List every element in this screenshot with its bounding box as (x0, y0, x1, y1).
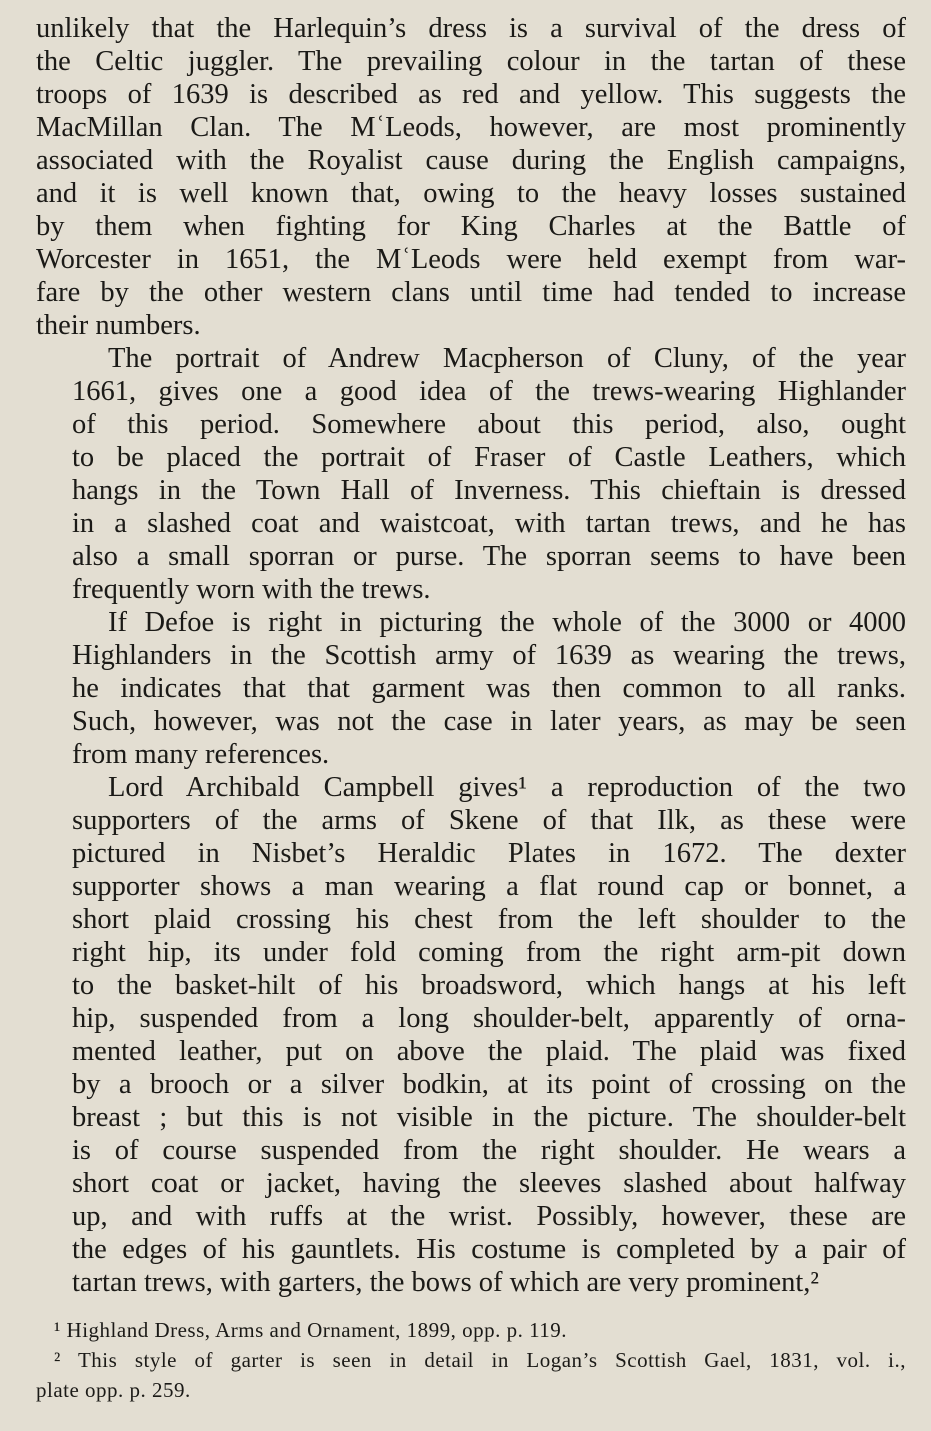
text-line: associated with the Royalist cause during the English campaigns, (36, 145, 906, 176)
text-line: troops of 1639 is described as red and yellow. This suggests the (36, 79, 906, 110)
footnote-line: ¹ Highland Dress, Arms and Ornament, 1899, opp. p. 119. (54, 1318, 568, 1342)
text-line: The portrait of Andrew Macpherson of Cluny, of the year (108, 343, 906, 374)
text-line: supporters of the arms of Skene of that Ilk, as these were (72, 805, 906, 836)
text-line: also a small sporran or purse. The sporran seems to have been (72, 541, 906, 572)
text-line: hip, suspended from a long shoulder-belt, apparently of orna- (72, 1003, 906, 1034)
paragraph (36, 771, 906, 1299)
footnote (36, 1345, 906, 1405)
text-line: the edges of his gauntlets. His costume is completed by a pair of (72, 1234, 906, 1265)
text-line: in a slashed coat and waistcoat, with tartan trews, and he has (72, 508, 906, 539)
footnote-line: plate opp. p. 259. (36, 1378, 191, 1402)
text-line: short coat or jacket, having the sleeves slashed about halfway (72, 1168, 906, 1199)
text-line: of this period. Somewhere about this period, also, ought (72, 409, 906, 440)
paragraph (36, 12, 906, 342)
text-line: Worcester in 1651, the MʿLeods were held exempt from war- (36, 244, 906, 275)
text-line: up, and with ruffs at the wrist. Possibly, however, these are (72, 1201, 906, 1232)
footnotes (36, 1315, 906, 1405)
text-line: the Celtic juggler. The prevailing colour in the tartan of these (36, 46, 906, 77)
text-line: If Defoe is right in picturing the whole of the 3000 or 4000 (108, 607, 906, 638)
text-line: fare by the other western clans until time had tended to increase (36, 277, 906, 308)
text-line: Lord Archibald Campbell gives¹ a reproduction of the two (108, 772, 906, 803)
text-line: breast ; but this is not visible in the picture. The shoulder-belt (72, 1102, 906, 1133)
text-line: pictured in Nisbet’s Heraldic Plates in 1672. The dexter (72, 838, 906, 869)
text-line: mented leather, put on above the plaid. The plaid was fixed (72, 1036, 906, 1067)
text-line: MacMillan Clan. The MʿLeods, however, are most prominently (36, 112, 906, 143)
text-line: Such, however, was not the case in later years, as may be seen (72, 706, 906, 737)
text-line: by a brooch or a silver bodkin, at its point of crossing on the (72, 1069, 906, 1100)
text-line: short plaid crossing his chest from the left shoulder to the (72, 904, 906, 935)
footnote (36, 1315, 906, 1345)
paragraph (36, 342, 906, 606)
text-line: tartan trews, with garters, the bows of which are very prominent,² (72, 1267, 819, 1298)
paragraph (36, 606, 906, 771)
text-line: 1661, gives one a good idea of the trews-wearing Highlander (72, 376, 906, 407)
text-line: and it is well known that, owing to the heavy losses sustained (36, 178, 906, 209)
text-line: to the basket-hilt of his broadsword, which hangs at his left (72, 970, 906, 1001)
text-line: right hip, its under fold coming from the right arm-pit down (72, 937, 906, 968)
body-text (36, 12, 906, 1299)
footnote-line: ² This style of garter is seen in detail in Logan’s Scottish Gael, 1831, vol. i., (54, 1348, 906, 1372)
book-page (36, 12, 906, 1405)
text-line: from many references. (72, 739, 330, 770)
text-line: hangs in the Town Hall of Inverness. This chieftain is dressed (72, 475, 906, 506)
text-line: by them when fighting for King Charles at the Battle of (36, 211, 906, 242)
text-line: unlikely that the Harlequin’s dress is a survival of the dress of (36, 13, 906, 44)
text-line: their numbers. (36, 310, 201, 341)
text-line: supporter shows a man wearing a flat round cap or bonnet, a (72, 871, 906, 902)
text-line: is of course suspended from the right shoulder. He wears a (72, 1135, 906, 1166)
text-line: Highlanders in the Scottish army of 1639 as wearing the trews, (72, 640, 906, 671)
text-line: he indicates that that garment was then common to all ranks. (72, 673, 906, 704)
text-line: to be placed the portrait of Fraser of Castle Leathers, which (72, 442, 906, 473)
text-line: frequently worn with the trews. (72, 574, 431, 605)
